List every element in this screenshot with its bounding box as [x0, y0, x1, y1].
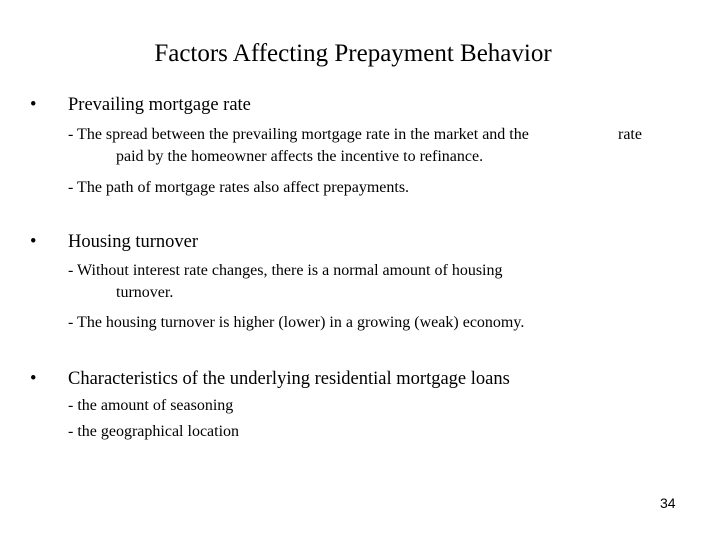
sub-point-normal-turnover-line1: - Without interest rate changes, there is a normal amount of housing	[68, 262, 503, 279]
sub-point-geography: - the geographical location	[68, 423, 240, 440]
sub-point-seasoning: - the amount of seasoning	[68, 397, 234, 414]
sub-point-rate-path: - The path of mortgage rates also affect prepayments.	[68, 179, 410, 196]
bullet-housing-turnover	[30, 232, 198, 253]
bullet-dot: •	[30, 369, 37, 389]
bullet-prevailing-mortgage-rate	[30, 95, 251, 116]
sub-point-spread-line1: - The spread between the prevailing mortgage rate in the market and the	[68, 126, 529, 143]
sub-point-spread-tail: rate	[618, 126, 642, 143]
page-number: 34	[660, 495, 676, 511]
bullet-dot: •	[30, 232, 37, 252]
sub-point-economy-turnover: - The housing turnover is higher (lower) in a growing (weak) economy.	[68, 314, 525, 331]
bullet-heading: Characteristics of the underlying residential mortgage loans	[68, 369, 510, 389]
sub-point-normal-turnover-line2: turnover.	[116, 284, 174, 301]
bullet-heading: Housing turnover	[68, 232, 198, 252]
sub-point-spread-line2: paid by the homeowner affects the incentive to refinance.	[116, 148, 484, 165]
bullet-dot: •	[30, 95, 37, 115]
bullet-loan-characteristics	[30, 369, 510, 390]
bullet-heading: Prevailing mortgage rate	[68, 95, 251, 115]
slide-title: Factors Affecting Prepayment Behavior	[154, 40, 552, 67]
